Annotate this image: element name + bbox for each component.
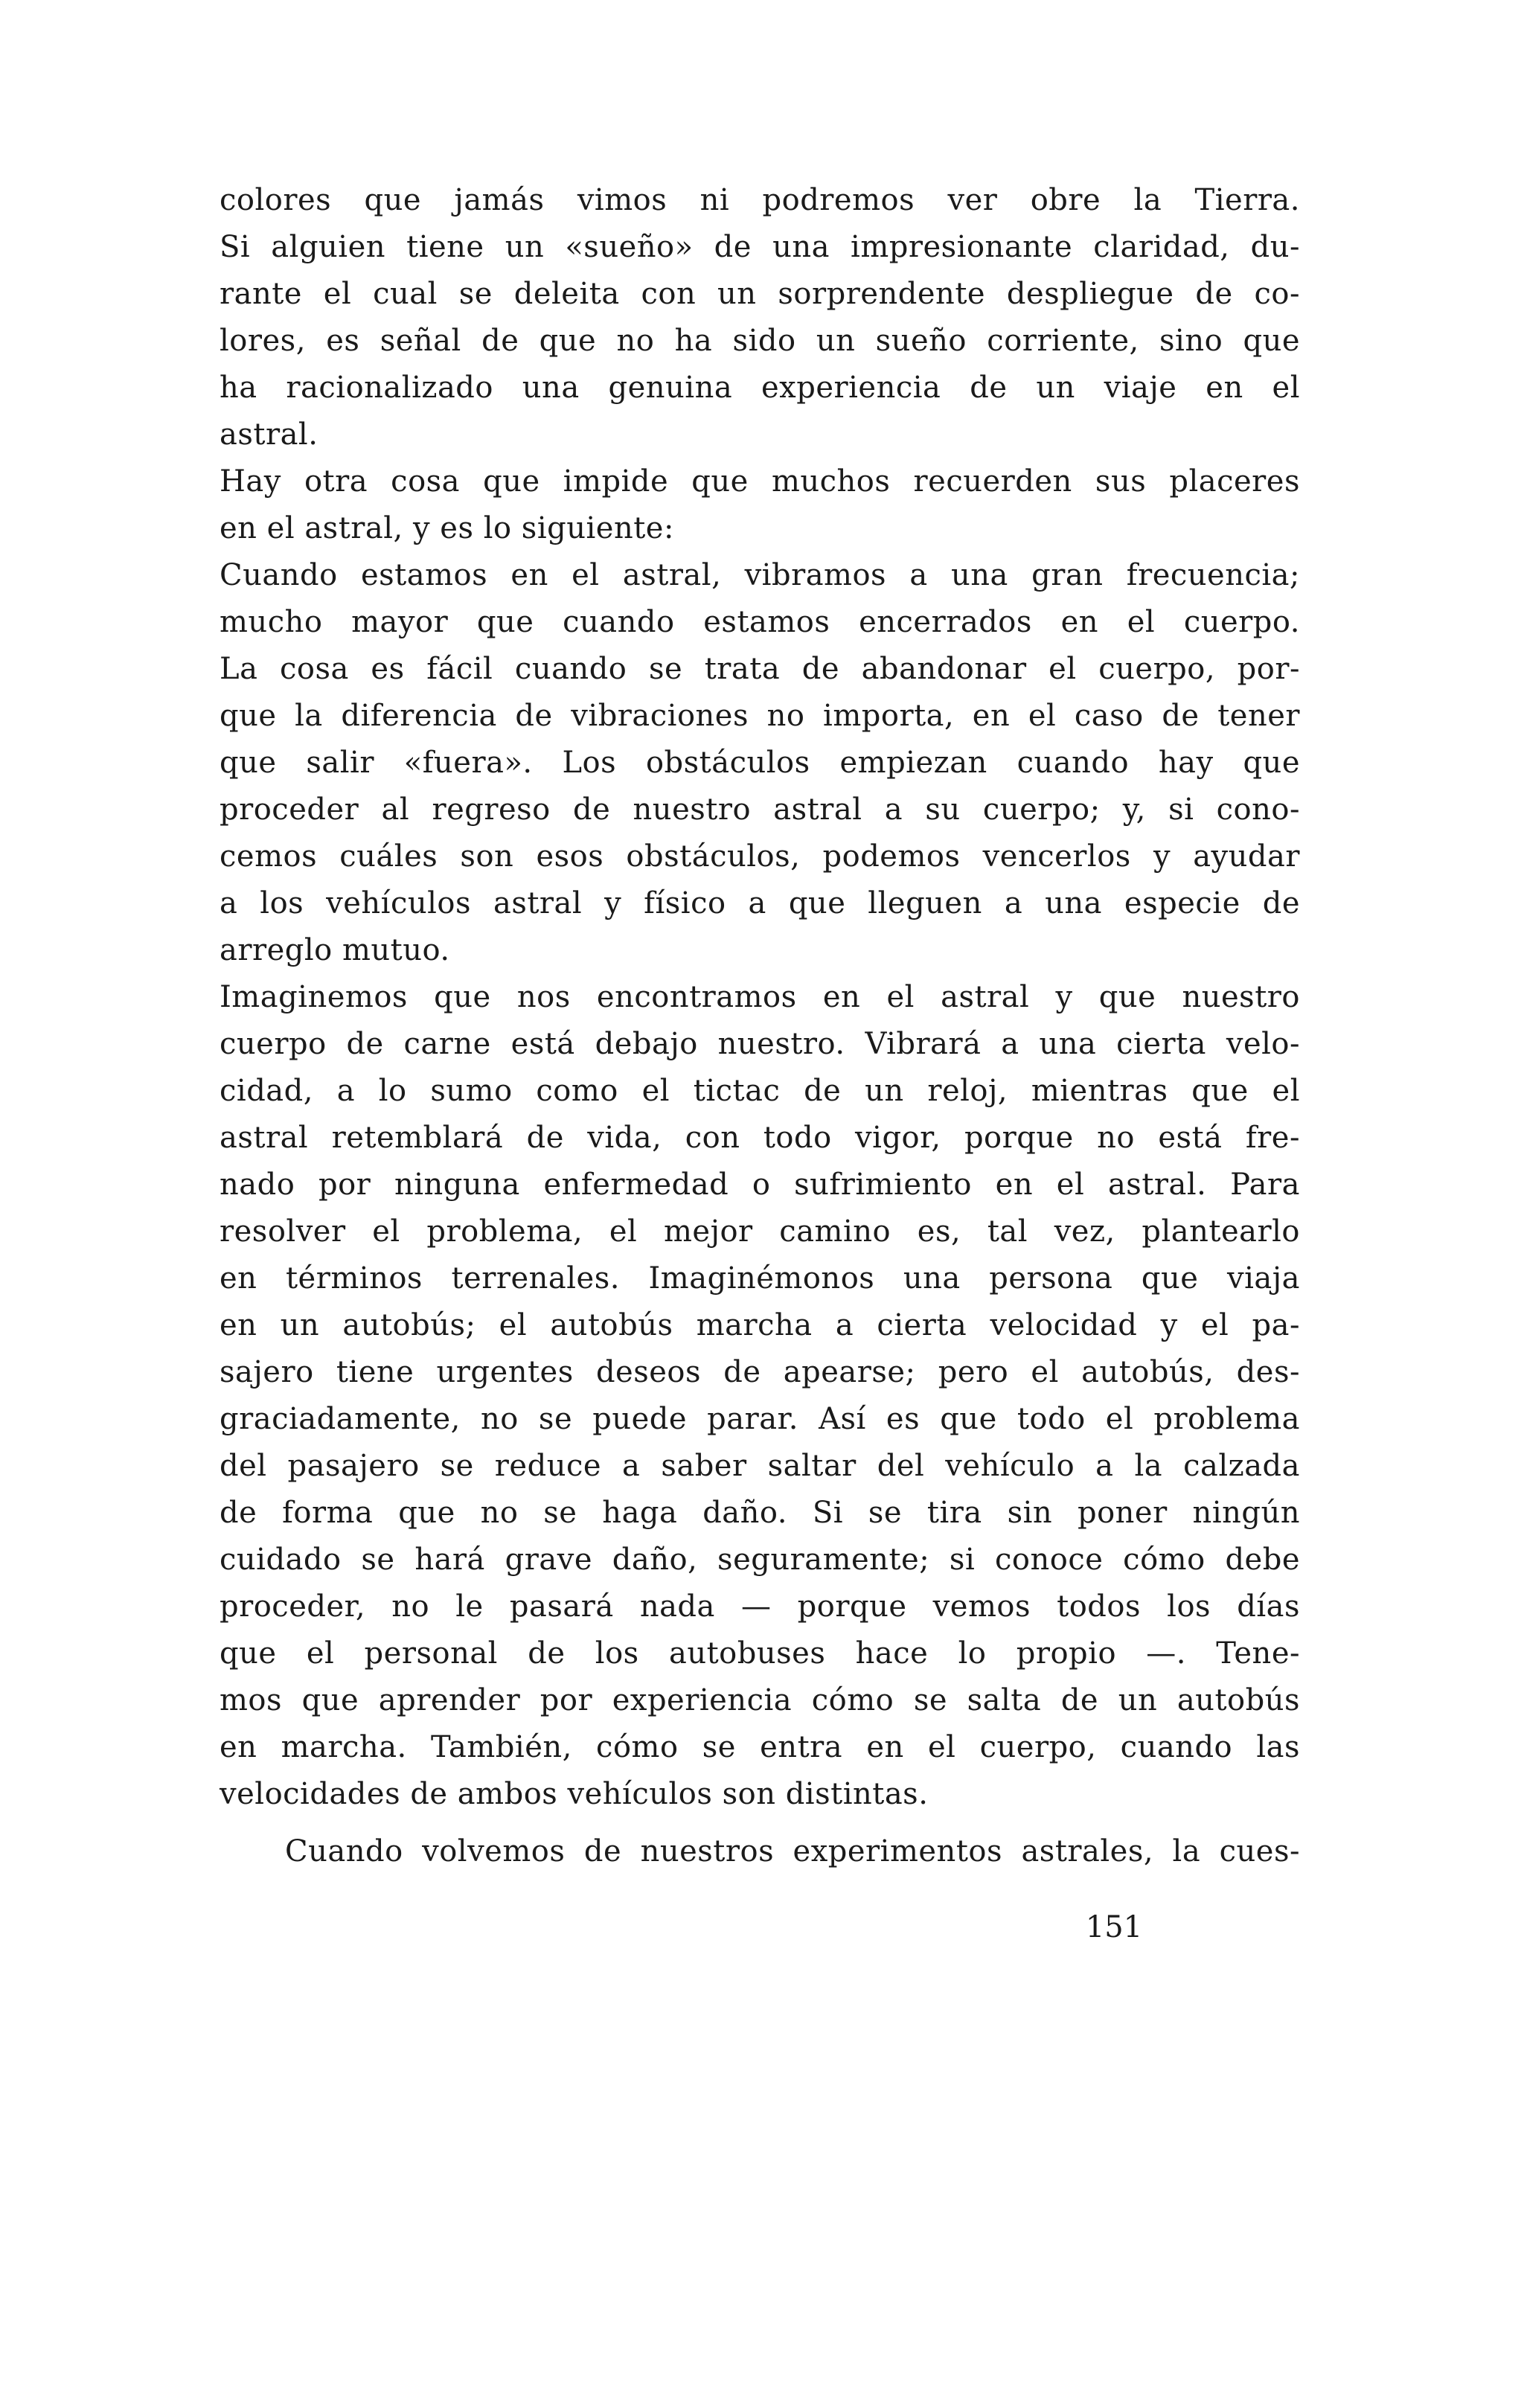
page-body [220, 177, 1300, 1875]
text-line: a los vehículos astral y físico a que lleguen a una especie de [220, 886, 1300, 920]
text-line: ha racionalizado una genuina experiencia de un viaje en el [220, 371, 1300, 405]
text-line: nado por ninguna enfermedad o sufrimiento en el astral. Para [220, 1168, 1300, 1202]
text-line: cidad, a lo sumo como el tictac de un reloj, mientras que el [220, 1074, 1300, 1108]
text-line: resolver el problema, el mejor camino es, tal vez, plantearlo [220, 1214, 1300, 1249]
text-line: en marcha. También, cómo se entra en el cuerpo, cuando las [220, 1730, 1300, 1764]
text-line: en un autobús; el autobús marcha a cierta velocidad y el pa- [220, 1308, 1300, 1342]
text-line: en términos terrenales. Imaginémonos una persona que viaja [220, 1261, 1300, 1296]
text-line: Imaginemos que nos encontramos en el astral y que nuestro [220, 980, 1300, 1014]
text-line: que salir «fuera». Los obstáculos empiezan cuando hay que [220, 746, 1300, 780]
text-line: que el personal de los autobuses hace lo propio —. Tene- [220, 1636, 1300, 1671]
text-line: Cuando estamos en el astral, vibramos a una gran frecuencia; [220, 558, 1300, 592]
text-line: astral retemblará de vida, con todo vigor, porque no está fre- [220, 1121, 1300, 1155]
text-line: Hay otra cosa que impide que muchos recuerden sus placeres [220, 464, 1300, 499]
text-line: arreglo mutuo. [220, 933, 450, 967]
text-line: proceder, no le pasará nada — porque vemos todos los días [220, 1589, 1300, 1624]
text-line: La cosa es fácil cuando se trata de abandonar el cuerpo, por- [220, 652, 1300, 686]
text-line: del pasajero se reduce a saber saltar del vehículo a la calzada [220, 1449, 1300, 1483]
text-line: colores que jamás vimos ni podremos ver obre la Tierra. [220, 183, 1300, 217]
text-line: astral. [220, 417, 318, 452]
text-line: Cuando volvemos de nuestros experimentos astrales, la cues- [285, 1834, 1300, 1869]
text-line: cemos cuáles son esos obstáculos, podemos vencerlos y ayudar [220, 839, 1300, 874]
text-line: graciadamente, no se puede parar. Así es que todo el problema [220, 1402, 1300, 1436]
text-line: en el astral, y es lo siguiente: [220, 511, 674, 545]
text-line: cuidado se hará grave daño, seguramente; si conoce cómo debe [220, 1543, 1300, 1577]
page-number: 151 [1085, 1910, 1143, 1944]
text-line: mucho mayor que cuando estamos encerrados en el cuerpo. [220, 605, 1300, 639]
text-line: proceder al regreso de nuestro astral a su cuerpo; y, si cono- [220, 792, 1300, 827]
text-line: velocidades de ambos vehículos son distintas. [220, 1777, 929, 1811]
text-line: rante el cual se deleita con un sorprendente despliegue de co- [220, 277, 1300, 311]
text-line: cuerpo de carne está debajo nuestro. Vibrará a una cierta velo- [220, 1027, 1300, 1061]
text-line: de forma que no se haga daño. Si se tira sin poner ningún [220, 1496, 1300, 1530]
text-line: sajero tiene urgentes deseos de apearse; pero el autobús, des- [220, 1355, 1300, 1389]
text-line: que la diferencia de vibraciones no importa, en el caso de tener [220, 699, 1300, 733]
text-line: Si alguien tiene un «sueño» de una impresionante claridad, du- [220, 230, 1300, 264]
text-line: lores, es señal de que no ha sido un sueño corriente, sino que [220, 324, 1300, 358]
text-line: mos que aprender por experiencia cómo se salta de un autobús [220, 1683, 1300, 1717]
